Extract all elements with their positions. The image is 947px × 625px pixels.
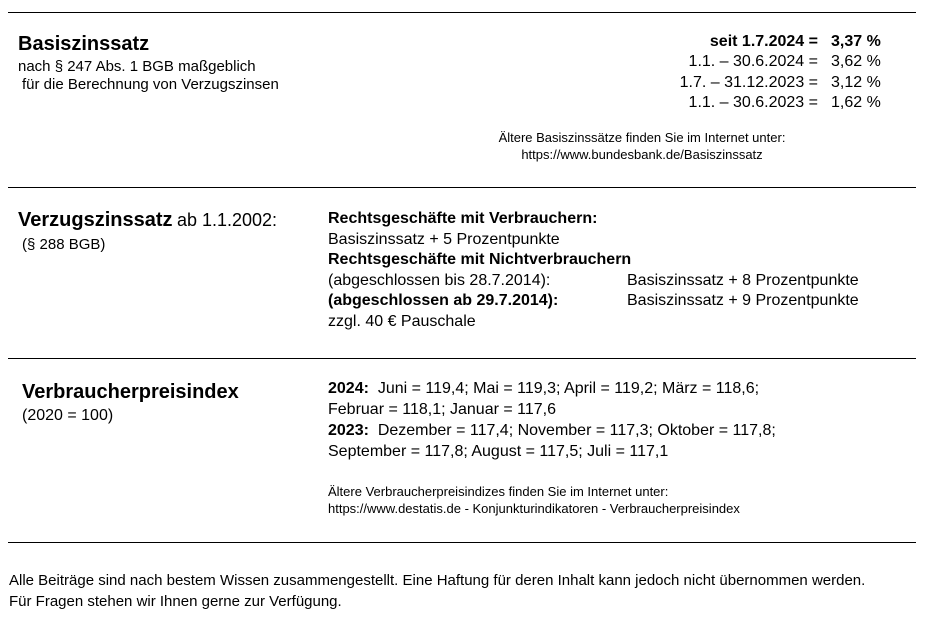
basiszins-title: Basiszinssatz [18, 33, 150, 55]
vpi-2024-values-2: Februar = 118,1; Januar = 117,6 [328, 401, 557, 418]
vpi-2023-values-2: September = 117,8; August = 117,5; Juli = 117,1 [328, 443, 669, 460]
nonconsumer-row2-label: (abgeschlossen ab 29.7.2014): [328, 292, 559, 309]
verzug-surcharge: zzgl. 40 € Pauschale [328, 313, 476, 330]
consumer-rate: Basiszinssatz + 5 Prozentpunkte [328, 231, 560, 248]
rate-period: 1.1. – 30.6.2023 = [688, 94, 818, 111]
rate-period: 1.1. – 30.6.2024 = [688, 53, 818, 70]
basiszins-subtitle-1: nach § 247 Abs. 1 BGB maßgeblich [18, 58, 256, 75]
rate-period: 1.7. – 31.12.2023 = [679, 74, 818, 91]
vpi-2023-values-1: Dezember = 117,4; November = 117,3; Oktober = 117,8; [377, 422, 776, 439]
rate-period: seit 1.7.2024 = [709, 33, 818, 50]
consumer-heading: Rechtsgeschäfte mit Verbrauchern: [328, 210, 598, 227]
divider-top [8, 12, 916, 13]
vpi-subtitle: (2020 = 100) [22, 407, 114, 424]
verzug-title: Verzugszinssatz [18, 209, 173, 231]
basiszins-note-1: Ältere Basiszinssätze finden Sie im Internet unter: [498, 130, 786, 145]
divider-verzug [8, 358, 916, 359]
rate-value: 3,62 % [831, 53, 881, 70]
vpi-year-2023: 2023: [328, 422, 369, 439]
nonconsumer-row1-label: (abgeschlossen bis 28.7.2014): [328, 272, 551, 289]
vpi-2023-line1 [328, 422, 776, 440]
vpi-2024-line1 [328, 380, 759, 398]
rate-value: 3,12 % [831, 74, 881, 91]
vpi-year-2024: 2024: [328, 380, 369, 397]
rate-value: 1,62 % [831, 94, 881, 111]
nonconsumer-row1-value: Basiszinssatz + 8 Prozentpunkte [627, 272, 859, 289]
nonconsumer-row2-value: Basiszinssatz + 9 Prozentpunkte [627, 292, 859, 309]
nonconsumer-heading: Rechtsgeschäfte mit Nichtverbrauchern [328, 251, 632, 268]
verzug-subtitle: (§ 288 BGB) [22, 236, 106, 253]
verzug-title-suffix: ab 1.1.2002: [176, 210, 278, 230]
vpi-2024-values-1: Juni = 119,4; Mai = 119,3; April = 119,2; März = 118,6; [377, 380, 760, 397]
rate-value: 3,37 % [831, 33, 881, 50]
disclaimer-line-2: Für Fragen stehen wir Ihnen gerne zur Verfügung. [9, 593, 342, 610]
verzug-title-line [18, 209, 277, 232]
vpi-title: Verbraucherpreisindex [22, 381, 239, 403]
divider-vpi [8, 542, 916, 543]
divider-basiszins [8, 187, 916, 188]
basiszins-note-link[interactable]: https://www.bundesbank.de/Basiszinssatz [521, 147, 763, 162]
vpi-note-link[interactable]: https://www.destatis.de - Konjunkturindikatoren - Verbraucherpreisindex [328, 501, 740, 516]
disclaimer-line-1: Alle Beiträge sind nach bestem Wissen zusammengestellt. Eine Haftung für deren Inhalt kann jedoch nicht übernommen werden. [9, 572, 866, 589]
basiszins-subtitle-2: für die Berechnung von Verzugszinsen [22, 76, 279, 93]
vpi-note-1: Ältere Verbraucherpreisindizes finden Sie im Internet unter: [328, 484, 669, 499]
